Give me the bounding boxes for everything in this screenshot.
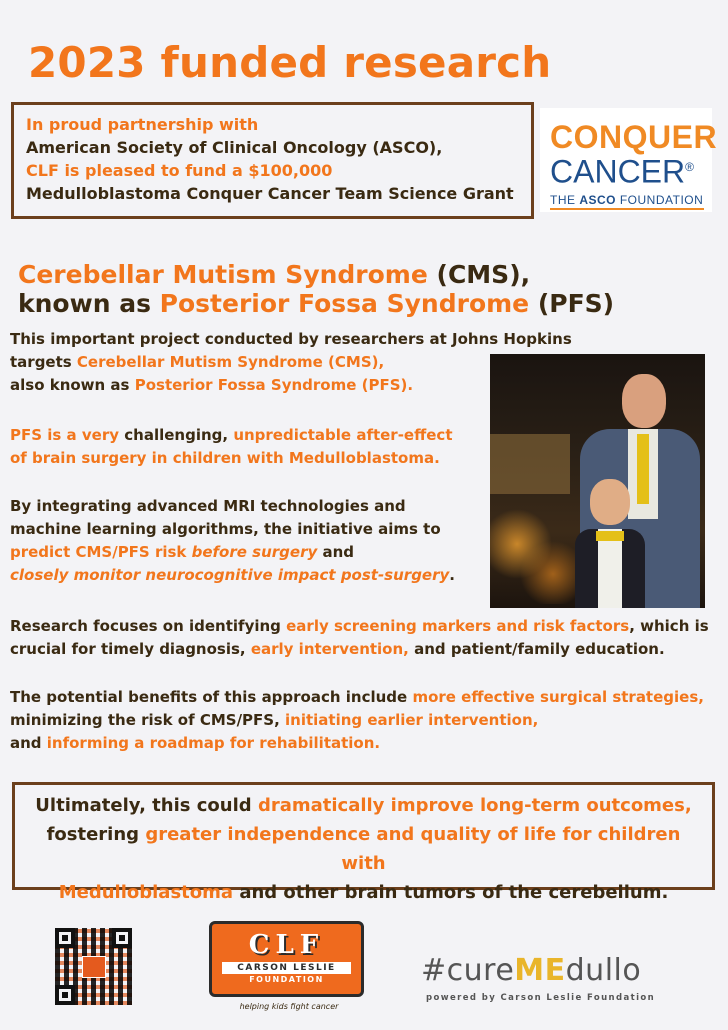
partnership-grant-name: Medulloblastoma Conquer Cancer Team Science Grant [26, 184, 514, 203]
partnership-grant-amount: CLF is pleased to fund a $100,000 [26, 161, 333, 180]
paragraph-project: This important project conducted by researchers at Johns Hopkins targets Cerebellar Mutism Syndrome (CMS), also known as Posterior Fossa Syndrome (PFS). [10, 330, 572, 394]
partnership-intro: In proud partnership with [26, 115, 259, 134]
page-title: 2023 funded research [28, 38, 552, 87]
curemedullo-logo: #cureMEdullo [421, 953, 642, 988]
clf-logo: CLF CARSON LESLIE FOUNDATION [209, 921, 364, 997]
paragraph-benefits: The potential benefits of this approach include more effective surgical strategies, minimizing the risk of CMS/PFS, initiating earlier intervention, and informing a roadmap for rehabilitation. [10, 688, 704, 752]
outcomes-callout: Ultimately, this could dramatically improve long-term outcomes, fostering greater independence and quality of life for children with Medulloblastoma and other brain tumors of the cerebellum. [12, 782, 715, 890]
logo-underline [550, 208, 704, 210]
partnership-asco: American Society of Clinical Oncology (ASCO), [26, 138, 443, 157]
logo-asco-foundation: THE ASCO FOUNDATION [550, 192, 704, 207]
paragraph-pfs: PFS is a very challenging, unpredictable after-effect of brain surgery in children with Medulloblastoma. [10, 426, 453, 467]
photo-building [490, 434, 570, 494]
partnership-box [11, 102, 534, 219]
section-heading: Cerebellar Mutism Syndrome (CMS), known as Posterior Fossa Syndrome (PFS) [18, 260, 615, 318]
paragraph-mri: By integrating advanced MRI technologies and machine learning algorithms, the initiative aims to predict CMS/PFS risk before surgery and closely monitor neurocognitive impact post-surgery. [10, 497, 455, 584]
qr-code[interactable] [55, 928, 132, 1005]
curemedullo-subtitle: powered by Carson Leslie Foundation [426, 993, 656, 1003]
paragraph-research-focus: Research focuses on identifying early screening markers and risk factors, which is crucial for timely diagnosis, early intervention, and patient/family education. [10, 617, 709, 658]
logo-conquer-word: CONQUER [550, 119, 718, 155]
logo-cancer-word: CANCER® [550, 153, 694, 190]
photo-boy [570, 479, 650, 608]
family-photo [490, 354, 705, 608]
clf-tagline: helping kids fight cancer [239, 1002, 339, 1011]
conquer-cancer-logo [540, 108, 718, 212]
qr-center-logo [82, 956, 106, 978]
